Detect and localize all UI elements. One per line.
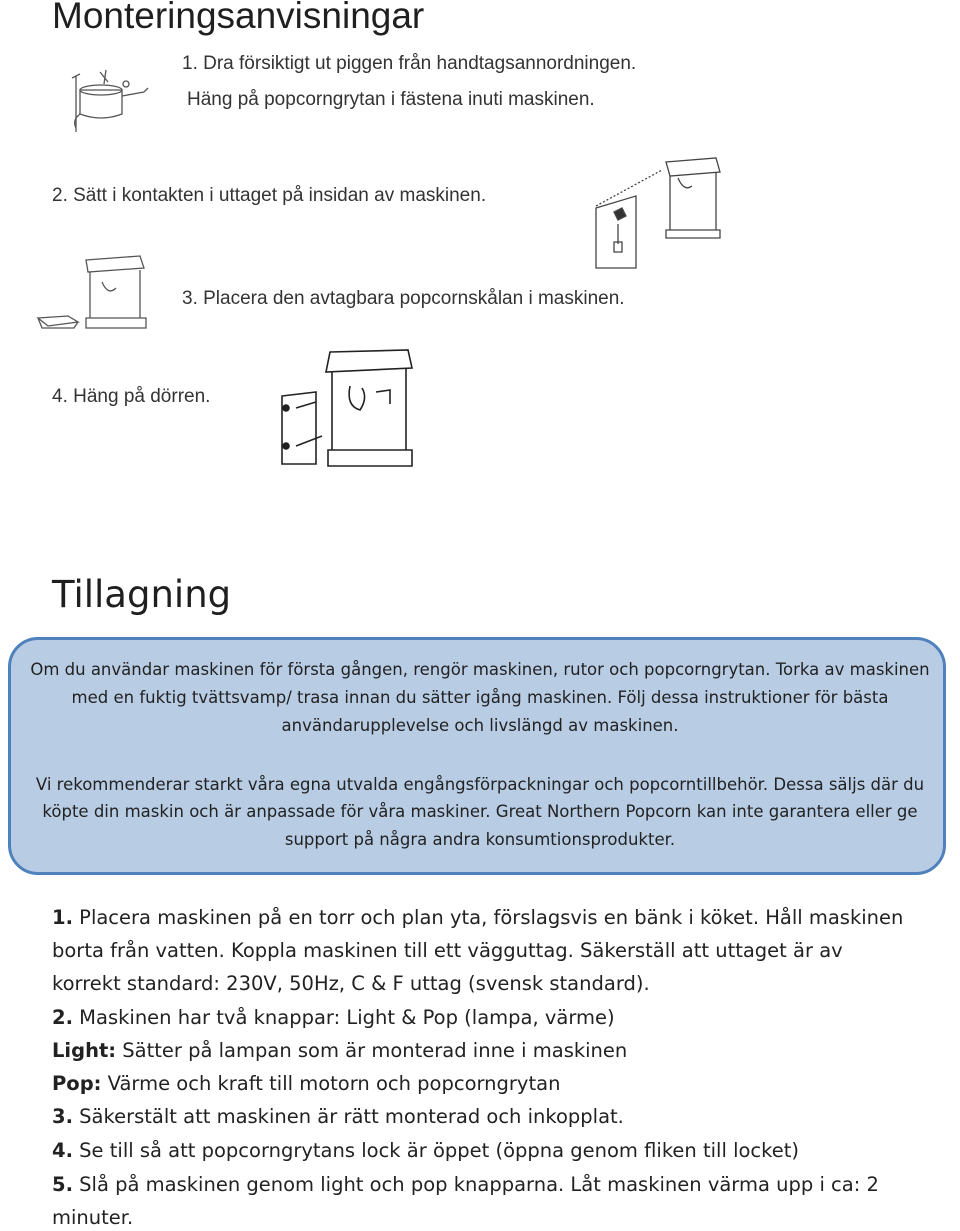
assembly-title: Monteringsanvisningar xyxy=(52,0,425,36)
instruction-3-text: Säkerstält att maskinen är rätt monterad och inkopplat. xyxy=(72,1105,624,1128)
instruction-1-line-1 xyxy=(52,905,903,931)
info-line-5: köpte din maskin och är anpassade för våra maskiner. Great Northern Popcorn kan inte garantera eller ge xyxy=(42,802,918,821)
kettle-illustration xyxy=(66,62,156,134)
info-line-2: med en fuktig tvättsvamp/ trasa innan du sätter igång maskinen. Följ dessa instruktioner för bästa xyxy=(71,688,889,707)
instruction-1-line-2: borta från vatten. Koppla maskinen till ett vägguttag. Säkerställ att uttaget är av xyxy=(52,939,843,962)
info-box xyxy=(8,637,946,875)
instruction-3 xyxy=(52,1104,624,1130)
instruction-2 xyxy=(52,1005,615,1031)
instruction-4-text: Se till så att popcorngrytans lock är öppet (öppna genom fliken till locket) xyxy=(72,1139,799,1162)
instruction-4-number: 4. xyxy=(52,1139,73,1162)
step-1-line-2: Häng på popcorngrytan i fästena inuti maskinen. xyxy=(187,89,595,110)
instruction-1-line-3: korrekt standard: 230V, 50Hz, C & F uttag (svensk standard). xyxy=(52,972,650,995)
bowl-illustration xyxy=(36,252,156,334)
instruction-2-number: 2. xyxy=(52,1006,73,1029)
instruction-1-number: 1. xyxy=(52,906,73,929)
instruction-5-number: 5. xyxy=(52,1173,73,1196)
pop-description xyxy=(52,1071,560,1097)
pop-label: Pop: xyxy=(52,1072,102,1095)
door-illustration xyxy=(272,346,420,474)
step-4-text: 4. Häng på dörren. xyxy=(52,386,211,407)
step-1-line-1: 1. Dra försiktigt ut piggen från handtagsannordningen. xyxy=(182,53,637,74)
step-2-text: 2. Sätt i kontakten i uttaget på insidan av maskinen. xyxy=(52,185,487,206)
info-line-3: användarupplevelse och livslängd av maskinen. xyxy=(281,716,679,735)
info-line-1: Om du användar maskinen för första gången, rengör maskinen, rutor och popcorngrytan. Torka av maskinen xyxy=(30,660,930,679)
info-line-4: Vi rekommenderar starkt våra egna utvalda engångsförpackningar och popcorntillbehör. Dessa säljs där du xyxy=(35,775,925,794)
instruction-5-line-1 xyxy=(52,1172,879,1198)
info-line-6: support på några andra konsumtionsprodukter. xyxy=(284,830,676,849)
light-description xyxy=(52,1038,627,1064)
step-3-text: 3. Placera den avtagbara popcornskålan i maskinen. xyxy=(182,288,625,309)
light-text: Sätter på lampan som är monterad inne i maskinen xyxy=(116,1039,628,1062)
instruction-3-number: 3. xyxy=(52,1105,73,1128)
plug-illustration xyxy=(592,152,724,272)
pop-text: Värme och kraft till motorn och popcorngrytan xyxy=(101,1072,561,1095)
instruction-5-line-2: minuter. xyxy=(52,1206,134,1229)
instruction-1-text: Placera maskinen på en torr och plan yta, förslagsvis en bänk i köket. Håll maskinen xyxy=(72,906,904,929)
instruction-5-text: Slå på maskinen genom light och pop knapparna. Låt maskinen värma upp i ca: 2 xyxy=(72,1173,879,1196)
instruction-2-text: Maskinen har två knappar: Light & Pop (lampa, värme) xyxy=(72,1006,615,1029)
light-label: Light: xyxy=(52,1039,117,1062)
cooking-title: Tillagning xyxy=(52,573,232,616)
instruction-4 xyxy=(52,1138,799,1164)
